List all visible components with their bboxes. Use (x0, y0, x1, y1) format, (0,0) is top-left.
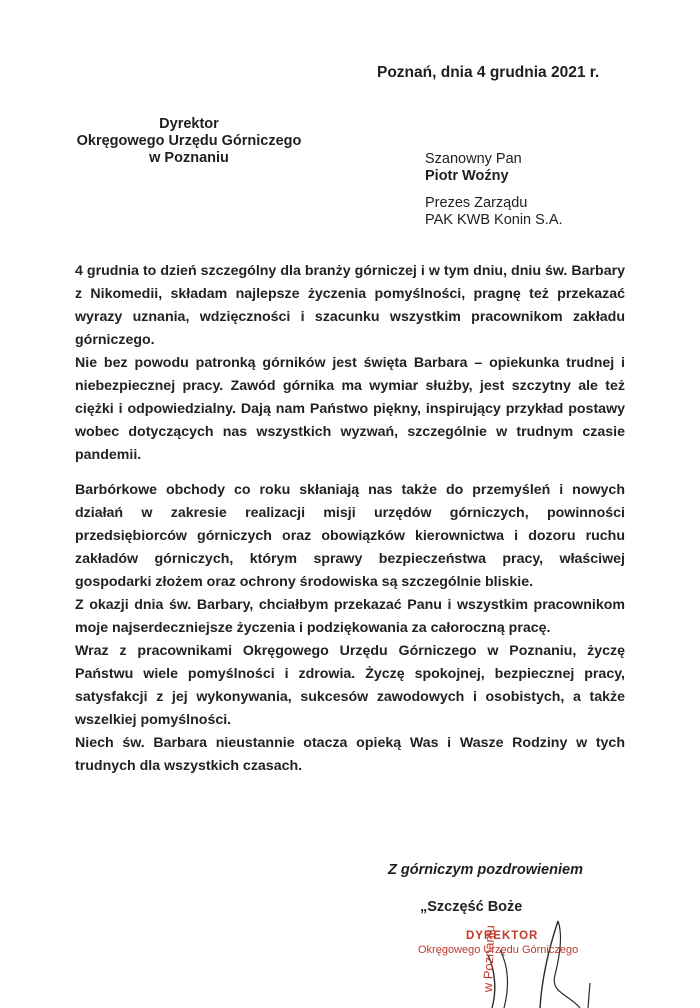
body-paragraph: Nie bez powodu patronką górników jest święta Barbara – opiekunka trudnej i niebezpiecznej pracy. Zawód górnika ma wymiar służby, jest szczytny ale też ciężki i odpowiedzialny. Dają nam Państwo piękny, inspirujący przykład postawy wobec dotyczących nas wszystkich wyzwań, szczególnie w trudnym czasie pandemii. (75, 355, 625, 463)
sender-office: Okręgowego Urzędu Górniczego (76, 133, 302, 149)
recipient-block (425, 151, 563, 229)
handwritten-signature (400, 915, 630, 1008)
sender-title: Dyrektor (159, 116, 219, 132)
stamp-organization: Okręgowego Urzędu Górniczego (418, 944, 579, 956)
letter-date: Poznań, dnia 4 grudnia 2021 r. (377, 64, 600, 81)
stamp-title: DYREKTOR (466, 930, 539, 942)
body-paragraph: 4 grudnia to dzień szczególny dla branży górniczej i w tym dniu, dniu św. Barbary z Nikomedii, składam najlepsze życzenia pomyślności, pragnę też przekazać wyrazy uznania, wdzięczności i szacunku wszystkim pracownikom zakładu górniczego. (75, 263, 625, 348)
recipient-name: Piotr Woźny (425, 168, 509, 184)
closing-blessing: „Szczęść Boże (420, 899, 523, 915)
body-paragraph: Niech św. Barbara nieustannie otacza opieką Was i Wasze Rodziny w tych trudnych dla wszystkich czasach. (75, 735, 625, 774)
closing-greeting: Z górniczym pozdrowieniem (388, 862, 583, 878)
sender-city: w Poznaniu (149, 150, 229, 166)
recipient-salutation: Szanowny Pan (425, 151, 522, 167)
recipient-company: PAK KWB Konin S.A. (425, 212, 563, 228)
letter-body (75, 260, 625, 778)
stamp-city: w Poznaniu (480, 924, 498, 993)
signature-stamp (400, 915, 630, 1008)
body-paragraph: Barbórkowe obchody co roku skłaniają nas także do przemyśleń i nowych działań w zakresie realizacji misji urzędów górniczych, powinności przedsiębiorców górniczych oraz obowiązków kierownictwa i dozoru ruchu zakładów górniczych, którym sprawy bezpieczeństwa pracy, właściwej gospodarki złożem oraz ochrony środowiska są szczególnie bliskie. (75, 482, 625, 590)
sender-block (64, 116, 314, 167)
body-paragraph: Z okazji dnia św. Barbary, chciałbym przekazać Panu i wszystkim pracownikom moje najserdeczniejsze życzenia i podziękowania za całoroczną pracę. (75, 597, 625, 636)
recipient-position: Prezes Zarządu (425, 195, 528, 211)
body-paragraph: Wraz z pracownikami Okręgowego Urzędu Górniczego w Poznaniu, życzę Państwu wiele pomyślności i zdrowia. Życzę spokojnej, bezpiecznej pracy, satysfakcji z jej wykonywania, sukcesów zawodowych i osobistych, a także wszelkiej pomyślności. (75, 643, 625, 728)
